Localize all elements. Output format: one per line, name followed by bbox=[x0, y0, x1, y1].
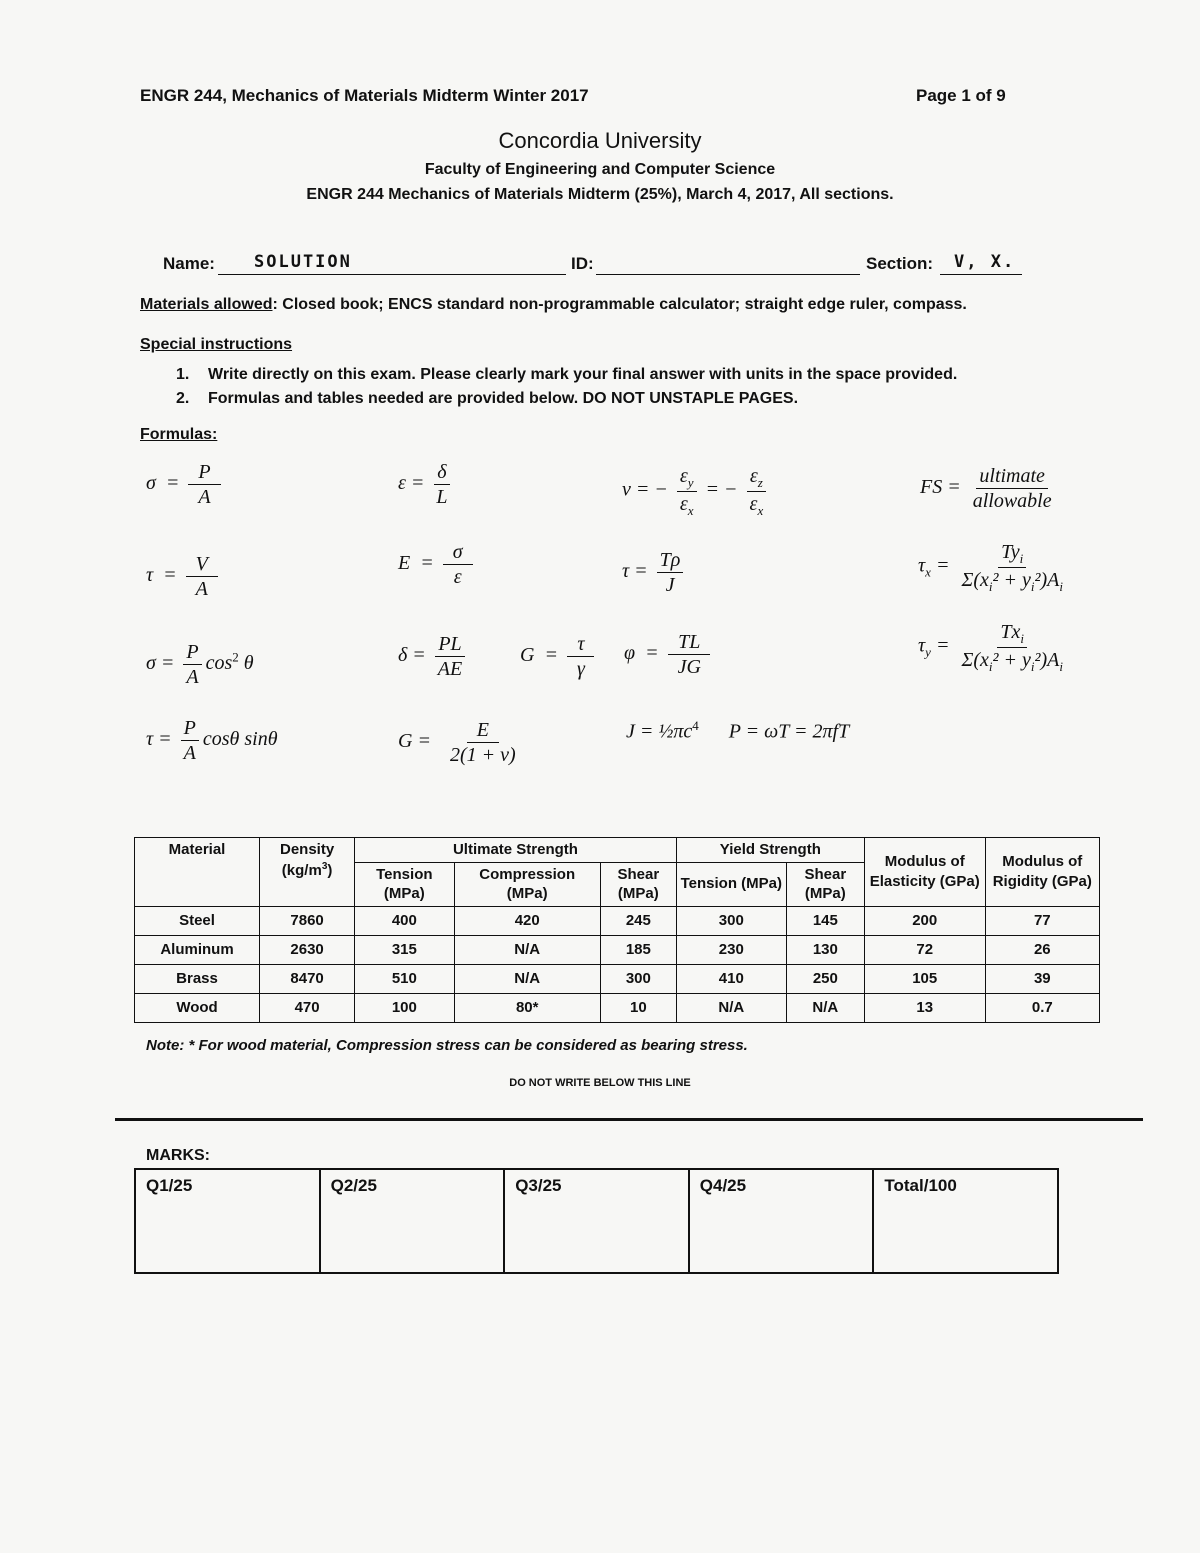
table-row: Brass 8470 510 N/A 300 410 250 105 39 bbox=[135, 964, 1100, 993]
col-yield-shear: Shear (MPa) bbox=[786, 862, 864, 906]
col-ultimate-strength: Ultimate Strength bbox=[355, 838, 677, 863]
marks-heading: MARKS: bbox=[146, 1147, 210, 1164]
university-title: Concordia University bbox=[498, 128, 702, 153]
name-field[interactable] bbox=[218, 252, 566, 275]
section-label: Section: bbox=[866, 254, 934, 273]
formula-oblique-shear: τ = $\frac{P}{A}$ cosθ sinθ bbox=[146, 717, 278, 764]
table-row: Aluminum 2630 315 N/A 185 230 130 72 26 bbox=[135, 935, 1100, 964]
materials-text: : Closed book; ENCS standard non-programmable calculator; straight edge ruler, compass. bbox=[272, 296, 967, 313]
formula-shear-modulus: G = $\frac{\tau}{\gamma}$ bbox=[520, 632, 599, 681]
formula-normal-stress: σ = $\frac{P}{A}$ bbox=[146, 460, 225, 509]
col-modulus-rigidity: Modulus of Rigidity (GPa) bbox=[985, 838, 1099, 907]
col-yield-tension: Tension (MPa) bbox=[676, 862, 786, 906]
faculty-title: Faculty of Engineering and Computer Science bbox=[424, 161, 776, 178]
exam-title: ENGR 244 Mechanics of Materials Midterm (25%), March 4, 2017, All sections. bbox=[306, 186, 894, 203]
formula-tau-x: $\tau_x$ = $\frac{Ty_i}{\Sigma(x_i^2 + y_i^2)A_i}$ bbox=[918, 541, 1063, 594]
formula-shear-stress: τ = $\frac{V}{A}$ bbox=[146, 552, 222, 601]
marks-table bbox=[134, 1168, 1059, 1274]
id-field[interactable] bbox=[596, 252, 860, 275]
formulas-heading: Formulas: bbox=[140, 426, 218, 443]
formula-tau-y: $\tau_y$ = $\frac{Tx_i}{\Sigma(x_i^2 + y_i^2)A_i}$ bbox=[918, 621, 1063, 674]
marks-q2: Q2/25 bbox=[320, 1169, 505, 1273]
do-not-write-notice: DO NOT WRITE BELOW THIS LINE bbox=[509, 1077, 691, 1089]
formula-poisson-ratio: ν = − $\frac{\varepsilon_y}{\varepsilon_x}$ = − $\frac{\varepsilon_z}{\varepsilon_x}$ bbox=[622, 464, 770, 518]
col-ult-compression: Compression (MPa) bbox=[454, 862, 600, 906]
col-ult-tension: Tension (MPa) bbox=[355, 862, 454, 906]
col-yield-strength: Yield Strength bbox=[676, 838, 864, 863]
instruction-item: 1. Write directly on this exam. Please clearly mark your final answer with units in the space provided. bbox=[176, 366, 958, 383]
formula-oblique-normal: σ = $\frac{P}{A}$ $\cos^2 \theta$ bbox=[146, 641, 254, 688]
page-number: Page 1 of 9 bbox=[916, 86, 1006, 105]
material-properties-table bbox=[134, 837, 1100, 1023]
table-row: Wood 470 100 80* 10 N/A N/A 13 0.7 bbox=[135, 993, 1100, 1022]
marks-q1: Q1/25 bbox=[135, 1169, 320, 1273]
marks-row bbox=[135, 1169, 1058, 1273]
section-field[interactable] bbox=[940, 252, 1022, 275]
special-instructions-heading: Special instructions bbox=[140, 336, 293, 353]
marks-q3: Q3/25 bbox=[504, 1169, 689, 1273]
col-ult-shear: Shear (MPa) bbox=[600, 862, 676, 906]
col-density: Density $(kg/m^3)$ bbox=[260, 838, 355, 907]
header-course-line: ENGR 244, Mechanics of Materials Midterm Winter 2017 bbox=[140, 86, 589, 105]
formula-strain: ε = $\frac{\delta}{L}$ bbox=[398, 460, 455, 509]
materials-allowed bbox=[140, 296, 967, 314]
id-label: ID: bbox=[571, 254, 594, 273]
col-material: Material bbox=[135, 838, 260, 907]
marks-total: Total/100 bbox=[873, 1169, 1058, 1273]
name-label: Name: bbox=[163, 254, 215, 273]
formula-polar-moment-power: $J = \frac{1}{2}\pi c^4$ P = ωT = 2πfT bbox=[626, 718, 850, 743]
formula-axial-deformation: δ = $\frac{PL}{AE}$ bbox=[398, 632, 469, 681]
table-note: Note: * For wood material, Compression stress can be considered as bearing stress. bbox=[146, 1037, 748, 1054]
materials-label: Materials allowed bbox=[140, 296, 273, 313]
divider-line bbox=[115, 1118, 1143, 1121]
col-modulus-elasticity: Modulus of Elasticity (GPa) bbox=[864, 838, 985, 907]
table-row: Steel 7860 400 420 245 300 145 200 77 bbox=[135, 906, 1100, 935]
formula-youngs-modulus: E = $\frac{\sigma}{\varepsilon}$ bbox=[398, 540, 477, 589]
formula-torsion-shear: τ = $\frac{T\rho}{J}$ bbox=[622, 548, 687, 597]
formula-g-from-e: G = $\frac{E}{2(1 + \nu)}$ bbox=[398, 719, 516, 766]
instruction-item: 2. Formulas and tables needed are provided below. DO NOT UNSTAPLE PAGES. bbox=[176, 390, 799, 407]
section-value: V, X. bbox=[954, 252, 1016, 272]
table-header-row bbox=[135, 838, 1100, 863]
formula-factor-of-safety: FS = $\frac{\text{ultimate}}{\text{allowable}}$ bbox=[920, 465, 1052, 512]
name-value: SOLUTION bbox=[254, 252, 352, 272]
marks-q4: Q4/25 bbox=[689, 1169, 874, 1273]
formula-angle-of-twist: φ = $\frac{TL}{JG}$ bbox=[624, 630, 715, 679]
